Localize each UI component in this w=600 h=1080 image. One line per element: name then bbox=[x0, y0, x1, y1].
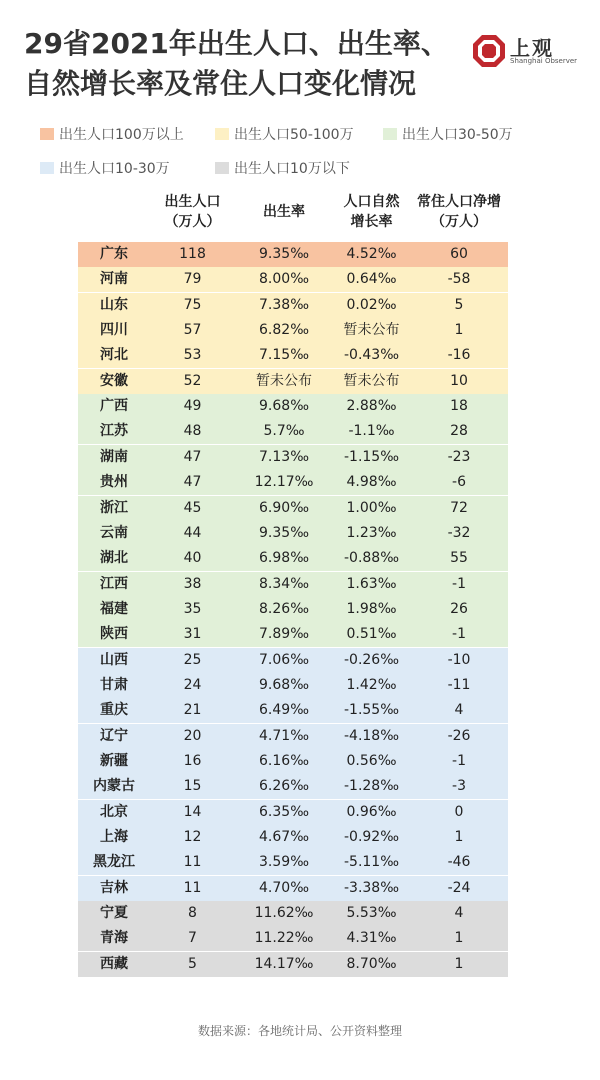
table-row bbox=[78, 825, 508, 850]
header-natural-line1: 人口自然 bbox=[343, 194, 400, 210]
natural-growth-cell: 1.98‰ bbox=[346, 600, 397, 617]
legend-label: 出生人口100万以上 bbox=[59, 127, 184, 143]
province-cell: 内蒙古 bbox=[93, 778, 135, 795]
legend-swatch bbox=[383, 128, 397, 140]
birth-rate-cell: 8.26‰ bbox=[259, 600, 309, 617]
province-cell: 安徽 bbox=[100, 372, 128, 389]
births-cell: 20 bbox=[183, 727, 202, 744]
legend-label: 出生人口10-30万 bbox=[59, 161, 170, 177]
table-row bbox=[78, 800, 508, 825]
births-cell: 75 bbox=[183, 296, 202, 313]
legend-label: 出生人口30-50万 bbox=[402, 127, 513, 143]
header-births bbox=[150, 192, 235, 232]
net-change-cell: -1 bbox=[452, 575, 466, 592]
net-change-cell: 10 bbox=[450, 372, 468, 389]
birth-rate-cell: 6.16‰ bbox=[259, 753, 309, 769]
province-cell: 贵州 bbox=[100, 474, 128, 491]
table-row bbox=[78, 597, 508, 622]
birth-rate-cell: 7.06‰ bbox=[259, 651, 309, 668]
net-change-cell: 26 bbox=[450, 600, 468, 617]
natural-growth-cell: 4.31‰ bbox=[346, 930, 397, 947]
province-cell: 重庆 bbox=[100, 702, 128, 719]
natural-growth-cell: -5.11‰ bbox=[343, 854, 399, 871]
births-cell: 25 bbox=[183, 651, 202, 668]
birth-rate-cell: 7.15‰ bbox=[259, 347, 309, 364]
province-cell: 吉林 bbox=[100, 879, 128, 896]
birth-rate-cell: 7.89‰ bbox=[259, 626, 309, 643]
province-cell: 四川 bbox=[100, 322, 128, 339]
province-cell: 北京 bbox=[100, 803, 128, 820]
header-births-line1: 出生人口 bbox=[164, 194, 221, 210]
net-change-cell: 4 bbox=[454, 905, 464, 922]
natural-growth-cell: 8.70‰ bbox=[346, 955, 397, 972]
births-cell: 12 bbox=[183, 829, 202, 846]
table-row bbox=[78, 394, 508, 419]
net-change-cell: -46 bbox=[447, 854, 471, 871]
table-row bbox=[78, 926, 508, 951]
table-row bbox=[78, 546, 508, 571]
legend-item-over100 bbox=[40, 124, 184, 144]
header-net-line2: （万人） bbox=[431, 214, 487, 230]
legend-swatch bbox=[215, 128, 229, 140]
province-cell: 河北 bbox=[100, 347, 128, 364]
birth-rate-cell: 12.17‰ bbox=[254, 474, 314, 491]
natural-growth-cell: -0.88‰ bbox=[343, 550, 399, 567]
natural-growth-cell: 0.56‰ bbox=[346, 753, 397, 769]
legend-label: 出生人口50-100万 bbox=[234, 127, 354, 143]
header-births-line2: （万人） bbox=[164, 214, 221, 230]
net-change-cell: -58 bbox=[447, 271, 471, 288]
net-change-cell: -23 bbox=[447, 448, 471, 465]
legend-item-10-30 bbox=[40, 158, 170, 178]
province-cell: 山东 bbox=[100, 296, 128, 313]
births-cell: 52 bbox=[183, 372, 202, 389]
birth-rate-cell: 11.62‰ bbox=[254, 905, 314, 922]
net-change-cell: -1 bbox=[452, 626, 466, 643]
natural-growth-cell: -1.28‰ bbox=[343, 778, 399, 795]
province-cell: 河南 bbox=[100, 271, 128, 288]
births-cell: 57 bbox=[183, 322, 202, 339]
natural-growth-cell: 1.63‰ bbox=[346, 575, 397, 592]
births-cell: 11 bbox=[183, 854, 202, 871]
table-row bbox=[78, 648, 508, 673]
natural-growth-cell: 0.51‰ bbox=[346, 626, 397, 643]
net-change-cell: -6 bbox=[452, 474, 466, 491]
birth-rate-cell: 暂未公布 bbox=[256, 372, 312, 389]
births-cell: 44 bbox=[183, 524, 202, 541]
net-change-cell: 1 bbox=[454, 322, 464, 339]
births-cell: 8 bbox=[188, 905, 197, 922]
net-change-cell: -1 bbox=[452, 753, 466, 769]
table-row bbox=[78, 293, 508, 318]
table-row bbox=[78, 698, 508, 723]
natural-growth-cell: 5.53‰ bbox=[346, 905, 397, 922]
birth-rate-cell: 6.82‰ bbox=[259, 322, 309, 339]
birth-rate-cell: 3.59‰ bbox=[259, 854, 309, 871]
births-cell: 16 bbox=[183, 753, 202, 769]
table-row bbox=[78, 850, 508, 875]
table-row bbox=[78, 901, 508, 926]
net-change-cell: -26 bbox=[447, 727, 471, 744]
births-cell: 35 bbox=[183, 600, 202, 617]
table-row bbox=[78, 267, 508, 292]
birth-rate-cell: 9.68‰ bbox=[259, 676, 309, 693]
province-cell: 新疆 bbox=[100, 753, 128, 769]
table-row bbox=[78, 419, 508, 444]
table-row bbox=[78, 952, 508, 977]
legend-swatch bbox=[215, 162, 229, 174]
table-row bbox=[78, 242, 508, 267]
natural-growth-cell: 2.88‰ bbox=[346, 398, 397, 415]
table-row bbox=[78, 724, 508, 749]
header-net-line1: 常住人口净增 bbox=[417, 194, 501, 210]
births-cell: 48 bbox=[183, 423, 202, 440]
births-cell: 38 bbox=[183, 575, 202, 592]
net-change-cell: 60 bbox=[450, 246, 468, 262]
province-cell: 江西 bbox=[100, 575, 128, 592]
net-change-cell: 18 bbox=[450, 398, 468, 415]
net-change-cell: -10 bbox=[447, 651, 471, 668]
table-row bbox=[78, 496, 508, 521]
table-row bbox=[78, 774, 508, 799]
natural-growth-cell: 0.02‰ bbox=[346, 296, 397, 313]
birth-rate-cell: 9.68‰ bbox=[259, 398, 309, 415]
header-net bbox=[410, 192, 508, 232]
province-cell: 黑龙江 bbox=[93, 854, 135, 871]
table-row bbox=[78, 673, 508, 698]
natural-growth-cell: -0.43‰ bbox=[343, 347, 399, 364]
table-row bbox=[78, 622, 508, 647]
province-cell: 广东 bbox=[100, 246, 128, 262]
birth-rate-cell: 11.22‰ bbox=[254, 930, 314, 947]
natural-growth-cell: 暂未公布 bbox=[343, 322, 400, 339]
province-cell: 广西 bbox=[100, 398, 128, 415]
birth-rate-cell: 5.7‰ bbox=[263, 423, 305, 440]
births-cell: 5 bbox=[188, 955, 197, 972]
natural-growth-cell: 1.42‰ bbox=[346, 676, 397, 693]
net-change-cell: 1 bbox=[454, 955, 464, 972]
net-change-cell: 1 bbox=[454, 829, 464, 846]
natural-growth-cell: 4.52‰ bbox=[346, 246, 397, 262]
births-cell: 11 bbox=[183, 879, 202, 896]
province-cell: 湖北 bbox=[100, 550, 128, 567]
natural-growth-cell: 0.64‰ bbox=[346, 271, 397, 288]
legend-item-50-100 bbox=[215, 124, 354, 144]
province-cell: 云南 bbox=[100, 524, 128, 541]
province-cell: 辽宁 bbox=[100, 727, 128, 744]
legend-item-30-50 bbox=[383, 124, 513, 144]
table-row bbox=[78, 445, 508, 470]
birth-rate-cell: 4.70‰ bbox=[259, 879, 309, 896]
birth-rate-cell: 14.17‰ bbox=[254, 955, 314, 972]
births-cell: 14 bbox=[183, 803, 202, 820]
natural-growth-cell: 4.98‰ bbox=[346, 474, 397, 491]
birth-rate-cell: 9.35‰ bbox=[259, 524, 309, 541]
natural-growth-cell: -4.18‰ bbox=[343, 727, 399, 744]
net-change-cell: -3 bbox=[452, 778, 466, 795]
birth-rate-cell: 4.67‰ bbox=[259, 829, 309, 846]
province-cell: 福建 bbox=[100, 600, 128, 617]
birth-rate-cell: 8.00‰ bbox=[259, 271, 309, 288]
birth-rate-cell: 6.35‰ bbox=[259, 803, 309, 820]
natural-growth-cell: -3.38‰ bbox=[343, 879, 399, 896]
table-row bbox=[78, 369, 508, 394]
birth-rate-cell: 6.90‰ bbox=[259, 499, 309, 516]
birth-rate-cell: 7.13‰ bbox=[259, 448, 309, 465]
net-change-cell: -16 bbox=[447, 347, 471, 364]
birth-rate-cell: 6.26‰ bbox=[259, 778, 309, 795]
births-cell: 47 bbox=[183, 474, 202, 491]
province-cell: 甘肃 bbox=[100, 676, 128, 693]
legend-item-under10 bbox=[215, 158, 350, 178]
natural-growth-cell: -1.15‰ bbox=[343, 448, 399, 465]
table-row bbox=[78, 876, 508, 901]
source-note: 数据来源：各地统计局、公开资料整理 bbox=[197, 1024, 402, 1038]
births-cell: 45 bbox=[183, 499, 202, 516]
province-cell: 浙江 bbox=[100, 499, 128, 516]
natural-growth-cell: 1.23‰ bbox=[346, 524, 397, 541]
table-row bbox=[78, 343, 508, 368]
table-row bbox=[78, 572, 508, 597]
legend-swatch bbox=[40, 128, 54, 140]
natural-growth-cell: -1.1‰ bbox=[348, 423, 395, 440]
header-rate-line1: 出生率 bbox=[263, 204, 305, 220]
net-change-cell: 0 bbox=[454, 803, 464, 820]
net-change-cell: 55 bbox=[450, 550, 468, 567]
net-change-cell: -11 bbox=[447, 676, 471, 693]
natural-growth-cell: 0.96‰ bbox=[346, 803, 397, 820]
net-change-cell: 28 bbox=[450, 423, 468, 440]
natural-growth-cell: -0.26‰ bbox=[343, 651, 399, 668]
birth-rate-cell: 6.49‰ bbox=[259, 702, 309, 719]
header-natural-line2: 增长率 bbox=[350, 214, 393, 230]
births-cell: 21 bbox=[183, 702, 202, 719]
net-change-cell: 72 bbox=[450, 499, 468, 516]
net-change-cell: 5 bbox=[454, 296, 464, 313]
province-cell: 宁夏 bbox=[100, 905, 128, 922]
birth-rate-cell: 4.71‰ bbox=[259, 727, 309, 744]
table-row bbox=[78, 521, 508, 546]
province-cell: 西藏 bbox=[100, 955, 128, 972]
natural-growth-cell: 暂未公布 bbox=[343, 372, 400, 389]
net-change-cell: -24 bbox=[447, 879, 471, 896]
natural-growth-cell: -0.92‰ bbox=[343, 829, 399, 846]
births-cell: 7 bbox=[188, 930, 197, 947]
province-cell: 陕西 bbox=[100, 626, 128, 643]
birth-rate-cell: 8.34‰ bbox=[259, 575, 309, 592]
province-cell: 江苏 bbox=[100, 423, 128, 440]
births-cell: 47 bbox=[183, 448, 202, 465]
province-cell: 青海 bbox=[100, 930, 128, 947]
net-change-cell: 1 bbox=[454, 930, 464, 947]
births-cell: 24 bbox=[183, 676, 202, 693]
births-cell: 53 bbox=[183, 347, 202, 364]
births-cell: 31 bbox=[183, 626, 202, 643]
province-cell: 上海 bbox=[100, 829, 128, 846]
natural-growth-cell: 1.00‰ bbox=[346, 499, 397, 516]
chart-title: 29省2021年出生人口、出生率、自然增长率及常住人口变化情况 bbox=[24, 27, 449, 100]
legend-label: 出生人口10万以下 bbox=[234, 161, 350, 177]
births-cell: 40 bbox=[183, 550, 202, 567]
header-rate bbox=[235, 202, 333, 222]
legend-swatch bbox=[40, 162, 54, 174]
table-row bbox=[78, 470, 508, 495]
births-cell: 118 bbox=[179, 246, 206, 262]
natural-growth-cell: -1.55‰ bbox=[343, 702, 399, 719]
province-cell: 湖南 bbox=[100, 448, 128, 465]
net-change-cell: 4 bbox=[454, 702, 464, 719]
birth-rate-cell: 9.35‰ bbox=[259, 246, 309, 262]
table-row bbox=[78, 749, 508, 774]
net-change-cell: -32 bbox=[447, 524, 471, 541]
birth-rate-cell: 7.38‰ bbox=[259, 296, 309, 313]
shanghai-observer-logo bbox=[472, 32, 582, 72]
births-cell: 79 bbox=[183, 271, 202, 288]
logo-subtext: Shanghai Observer bbox=[510, 57, 578, 65]
table-row bbox=[78, 318, 508, 343]
header-natural bbox=[333, 192, 410, 232]
births-cell: 15 bbox=[183, 778, 202, 795]
logo-mark-icon bbox=[472, 34, 506, 68]
birth-rate-cell: 6.98‰ bbox=[259, 550, 309, 567]
births-cell: 49 bbox=[183, 398, 202, 415]
province-cell: 山西 bbox=[100, 651, 128, 668]
logo-text: 上观 bbox=[510, 36, 554, 60]
